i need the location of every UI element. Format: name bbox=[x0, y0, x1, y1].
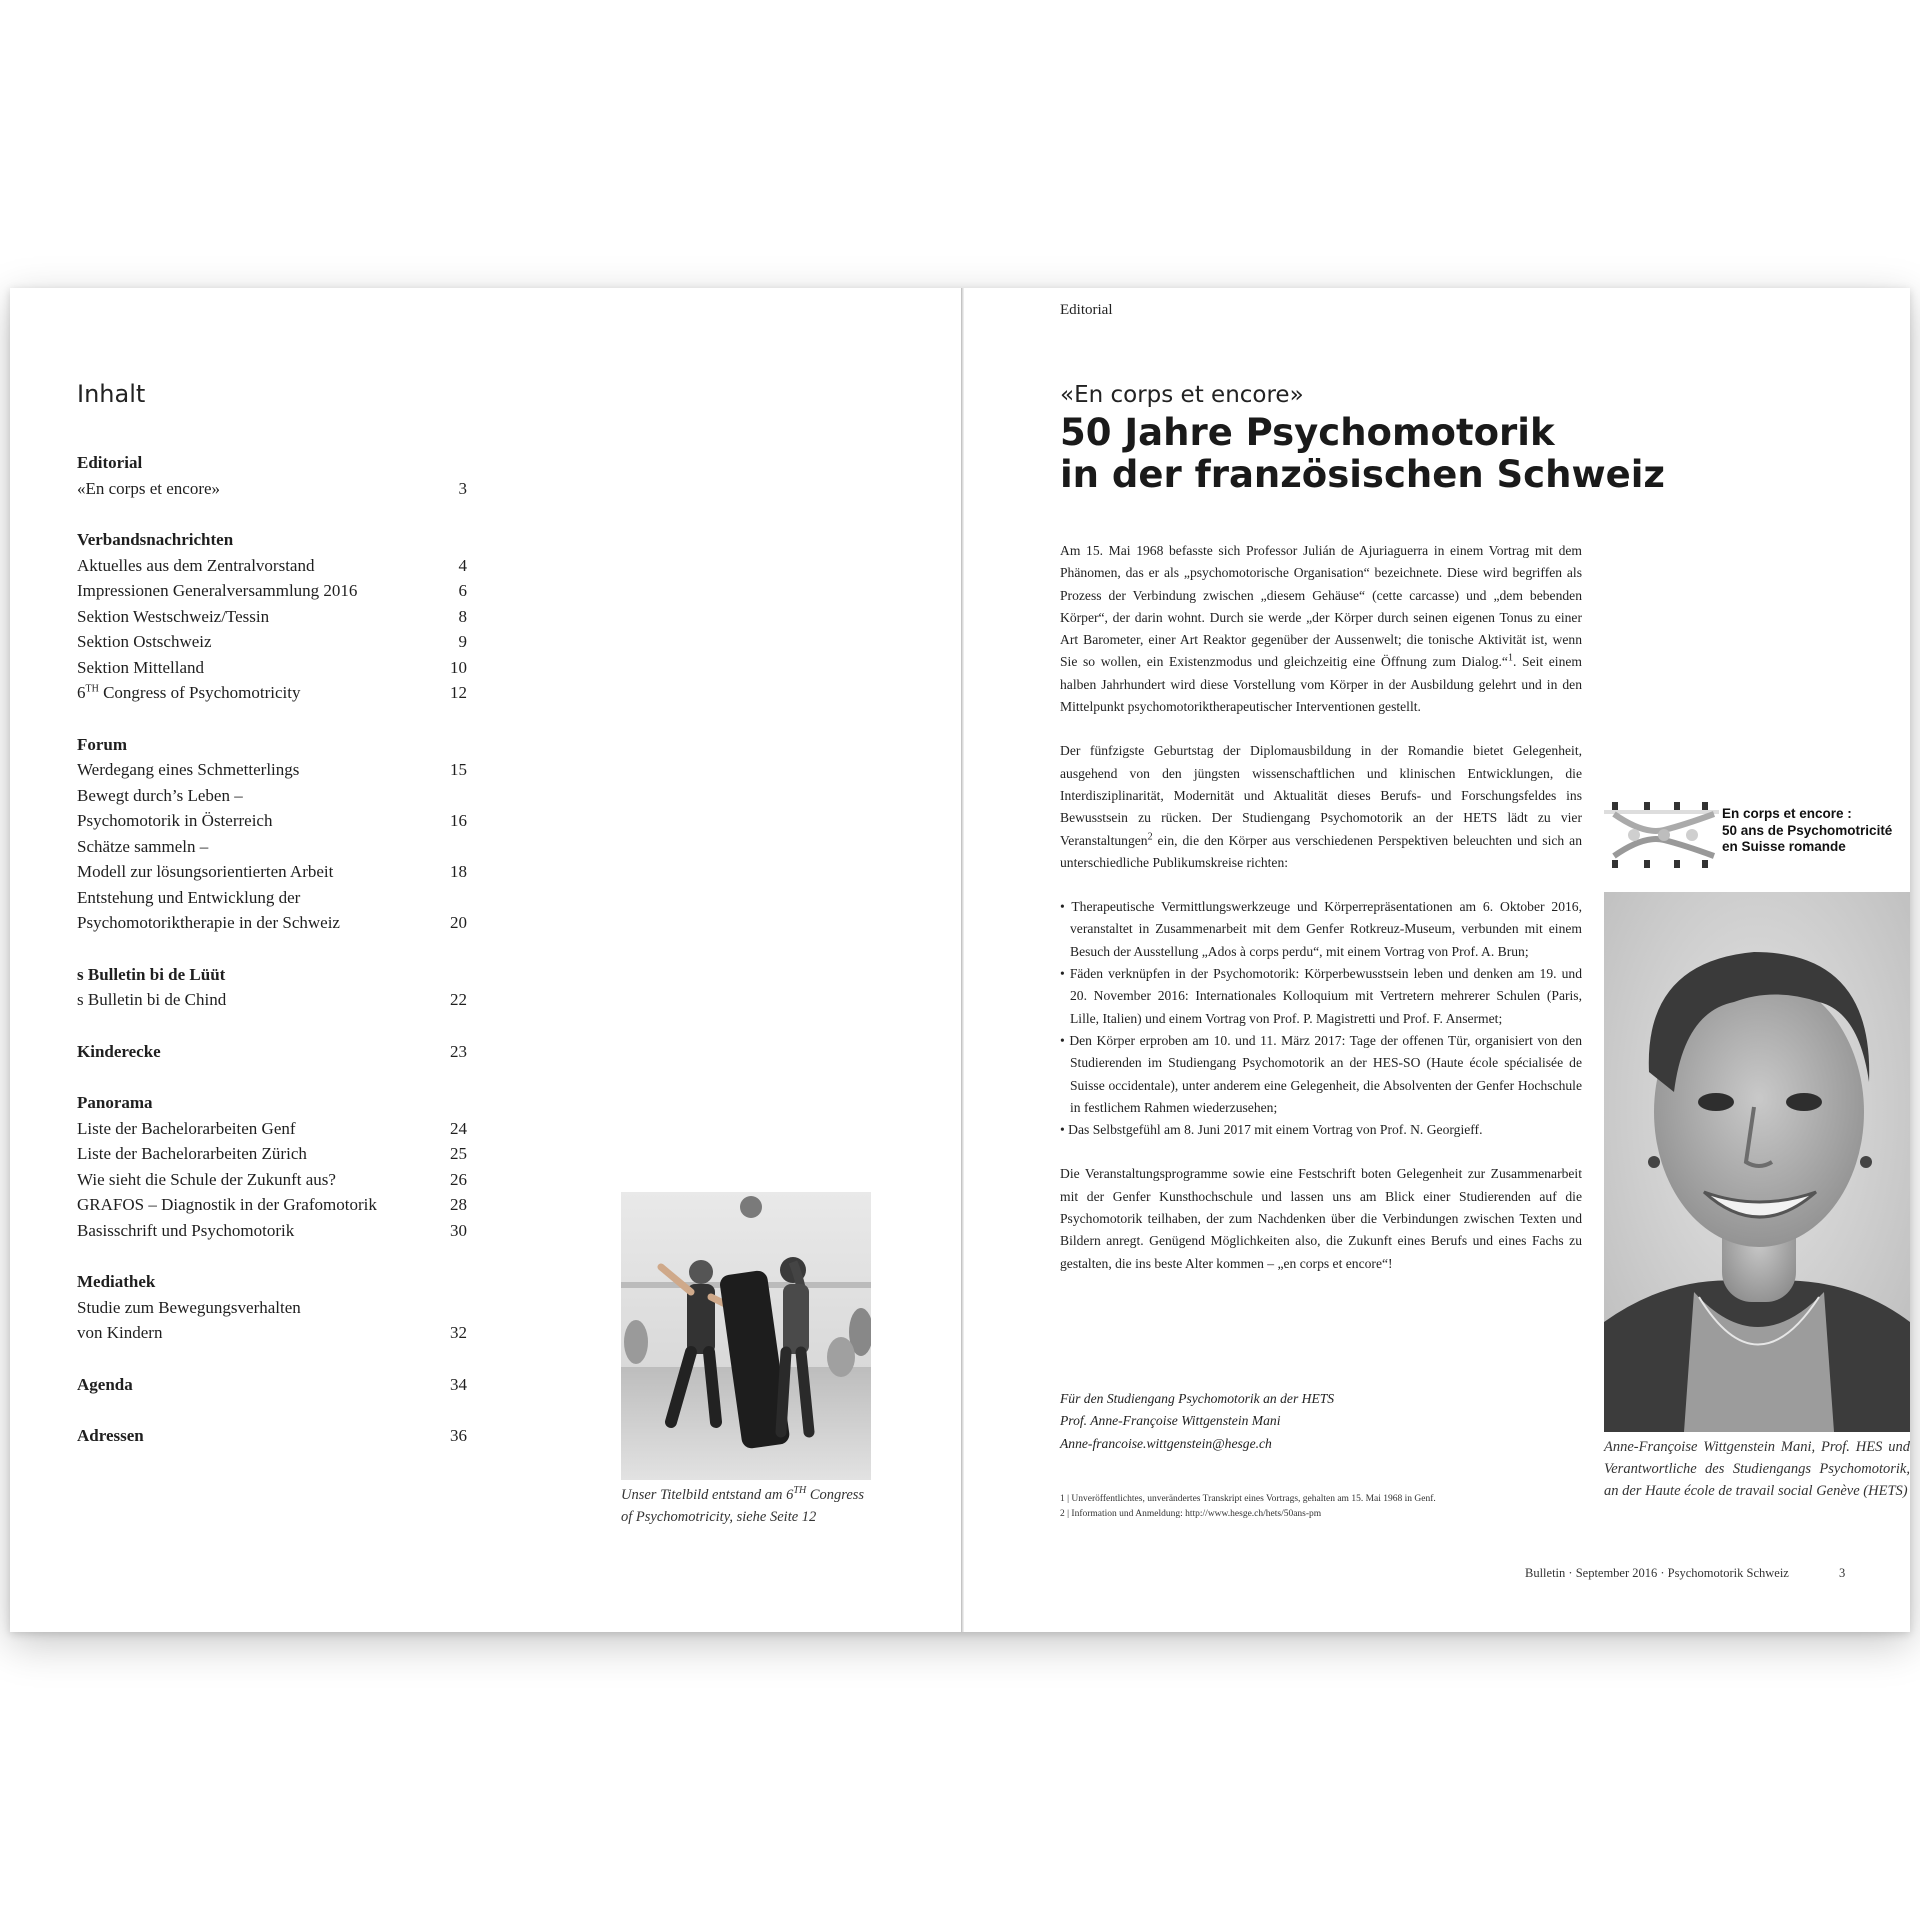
signature-email: Anne-francoise.wittgenstein@hesge.ch bbox=[1060, 1435, 1272, 1451]
event-list bbox=[1060, 896, 1582, 1141]
toc-page-number: 34 bbox=[450, 1374, 467, 1394]
toc-section-label: s Bulletin bi de Lüüt bbox=[77, 964, 226, 984]
toc-section-title[interactable] bbox=[77, 527, 467, 553]
section-label: Editorial bbox=[1060, 302, 1113, 318]
toc-entry-label: «En corps et encore» bbox=[77, 478, 221, 498]
toc-entry[interactable] bbox=[77, 1218, 467, 1244]
toc-section bbox=[77, 1372, 467, 1398]
toc-section-label: Editorial bbox=[77, 453, 143, 472]
toc-entry-label: Liste der Bachelorarbeiten Zürich bbox=[77, 1144, 307, 1163]
toc-page-number: 24 bbox=[450, 1118, 467, 1138]
toc-entry[interactable] bbox=[77, 1116, 467, 1142]
toc-page-number: 18 bbox=[450, 862, 467, 881]
toc-page-number: 9 bbox=[458, 632, 467, 651]
toc-entry[interactable] bbox=[77, 1295, 467, 1321]
portrait-illustration bbox=[1604, 892, 1910, 1432]
toc-page-number: 12 bbox=[450, 683, 467, 702]
toc-entry-label: Psychomotoriktherapie in der Schweiz bbox=[77, 913, 340, 932]
toc-section bbox=[77, 1269, 467, 1346]
toc-section bbox=[77, 962, 467, 1013]
footnote-1: 1 | Unveröffentlichtes, unverändertes Transkript eines Vortrags, gehalten am 15. Mai 1968 in Genf. bbox=[1060, 1494, 1436, 1504]
toc-page-number bbox=[437, 1295, 467, 1321]
toc-entry[interactable] bbox=[77, 1320, 467, 1346]
toc-page-number: 15 bbox=[450, 760, 467, 779]
toc-page-number: 30 bbox=[450, 1220, 467, 1240]
signature-block bbox=[1060, 1388, 1582, 1455]
footnote-2: 2 | Information und Anmeldung: http://www.hesge.ch/hets/50ans-pm bbox=[1060, 1509, 1322, 1519]
toc-entry-label: Sektion Ostschweiz bbox=[77, 632, 212, 651]
toc-section-title[interactable] bbox=[77, 1039, 467, 1065]
toc-entry[interactable] bbox=[77, 834, 467, 860]
toc-section bbox=[77, 1423, 467, 1449]
toc-entry-label: Bewegt durch’s Leben – bbox=[77, 785, 243, 805]
toc-entry-label: Basisschrift und Psychomotorik bbox=[77, 1220, 295, 1240]
promo-figures-icon bbox=[1604, 800, 1719, 870]
toc-section-title[interactable] bbox=[77, 732, 467, 758]
event-item: • Das Selbstgefühl am 8. Juni 2017 mit einem Vortrag von Prof. N. Georgieff. bbox=[1060, 1122, 1483, 1138]
paragraph-3: Die Veranstaltungsprogramme sowie eine Festschrift boten Gelegenheit zur Zusammenarbeit mit der Genfer Kunsthochschule und lassen uns am Blick einer Studierenden auf die Psychomotorik teilhaben, der zum Nachdenken über die Verbindungen zwischen Texten und Bildern anregt. Genügend Möglichkeiten also, die Zukunft eines Berufs und eines Fachs zu gestalten, die ins beste Alter kommen – „en corps et encore“! bbox=[1060, 1166, 1582, 1271]
toc-page-number: 36 bbox=[450, 1426, 467, 1445]
toc-section-label: Verbandsnachrichten bbox=[77, 530, 234, 549]
toc-entry-label: Wie sieht die Schule der Zukunft aus? bbox=[77, 1169, 336, 1189]
toc-page-number: 32 bbox=[450, 1323, 467, 1342]
page-number: 3 bbox=[1839, 1566, 1846, 1580]
toc-entry[interactable] bbox=[77, 910, 467, 936]
toc-section-title[interactable] bbox=[77, 1372, 467, 1398]
toc-entry[interactable] bbox=[77, 604, 467, 630]
page-footer: Bulletin · September 2016 · Psychomotorik Schweiz bbox=[1525, 1566, 1789, 1580]
signature-name: Prof. Anne-Françoise Wittgenstein Mani bbox=[1060, 1413, 1281, 1429]
article-kicker: «En corps et encore» bbox=[1060, 382, 1304, 408]
toc-entry-label: Werdegang eines Schmetterlings bbox=[77, 760, 300, 779]
toc-section bbox=[77, 1090, 467, 1243]
toc-entry[interactable] bbox=[77, 553, 467, 579]
cover-photo bbox=[621, 1192, 871, 1480]
toc-section bbox=[77, 1039, 467, 1065]
event-item: • Den Körper erproben am 10. und 11. März 2017: Tage der offenen Tür, organisiert von den Studierenden im Studiengang Psychomotorik an der HES-SO (Haute école spécialisée de Suisse occidentale), unter anderem eine Gelegenheit, die Absolventen der Genfer Hochschule in festlichem Rahmen wiederzusehen; bbox=[1060, 1032, 1582, 1115]
right-page bbox=[964, 288, 1910, 1632]
toc-page-number: 3 bbox=[458, 478, 467, 498]
portrait-caption: Anne-Françoise Wittgenstein Mani, Prof. HES und Verantwortliche des Studiengangs Psychomotorik, an der Haute école de travail social Genève (HETS) bbox=[1604, 1439, 1910, 1499]
toc-entry[interactable] bbox=[77, 629, 467, 655]
toc-page-number bbox=[437, 834, 467, 860]
toc-entry[interactable] bbox=[77, 783, 467, 809]
toc-entry-label: Schätze sammeln – bbox=[77, 836, 209, 856]
toc-section-label: Panorama bbox=[77, 1093, 153, 1112]
toc-entry[interactable] bbox=[77, 808, 467, 834]
toc-entry-label: Aktuelles aus dem Zentralvorstand bbox=[77, 555, 315, 575]
toc-section-label: Agenda bbox=[77, 1374, 133, 1394]
toc-entry-label: Entstehung und Entwicklung der bbox=[77, 887, 301, 907]
toc-section-title[interactable] bbox=[77, 962, 467, 988]
article-headline bbox=[1060, 412, 1680, 496]
toc-entry[interactable] bbox=[77, 1167, 467, 1193]
toc-entry-label: GRAFOS – Diagnostik in der Grafomotorik bbox=[77, 1195, 377, 1214]
toc-section bbox=[77, 527, 467, 706]
paragraph-1: Am 15. Mai 1968 befasste sich Professor Julián de Ajuriaguerra in einem Vortrag mit dem Phänomen, das er als „psychomotorische Organisation“ bezeichnete. Diese wird begriffen als Prozess der Verbindung zwischen „diesem Gehäuse“ (cette carcasse) und „dem bebenden Körper“, der darin wohnt. Durch sie werde „der Körper durch seinen eigenen Tonus zu einer Art Barometer, einer Art Reaktor gegenüber der Aussenwelt; die tonische Aktivität ist, wenn Sie so wollen, ein Existenzmodus und gleichzeitig eine Öffnung zum Dialog.“$^1$. Seit einem halben Jahrhundert wird diese Vorstellung vom Körper in der Ausbildung gelehrt und in den Mittelpunkt psychomotoriktherapeutischer Interventionen gestellt. bbox=[1060, 543, 1582, 715]
left-page bbox=[10, 288, 962, 1632]
toc-entry[interactable] bbox=[77, 1192, 467, 1218]
toc-entry-label: Studie zum Bewegungsverhalten bbox=[77, 1297, 301, 1317]
article-body bbox=[1060, 540, 1582, 1297]
toc-heading: Inhalt bbox=[77, 380, 146, 408]
toc-page-number: 23 bbox=[450, 1041, 467, 1061]
paragraph-2: Der fünfzigste Geburtstag der Diplomausbildung in der Romandie bietet Gelegenheit, ausgehend von den jüngsten wissenschaftlichen und klinischen Entwicklungen, die Interdisziplinarität, Modernität und Aktualität dieses Berufs- und Forschungsfeldes ins Bewusstsein zu rücken. Der Studiengang Psychomotorik an der HETS lädt zu vier Veranstaltungen$^2$ ein, die den Körper aus verschiedenen Perspektiven beleuchten und sich an unterschiedliche Publikumskreise richten: bbox=[1060, 743, 1582, 870]
promo-caption bbox=[1722, 806, 1907, 856]
table-of-contents bbox=[77, 450, 467, 1475]
toc-page-number: 28 bbox=[450, 1195, 467, 1214]
toc-section-title[interactable] bbox=[77, 1090, 467, 1116]
toc-entry[interactable] bbox=[77, 578, 467, 604]
toc-page-number: 6 bbox=[458, 581, 467, 600]
toc-page-number: 26 bbox=[450, 1169, 467, 1189]
toc-entry[interactable] bbox=[77, 859, 467, 885]
toc-page-number: 22 bbox=[450, 990, 467, 1009]
toc-entry[interactable] bbox=[77, 680, 467, 706]
toc-page-number: 10 bbox=[450, 657, 467, 677]
cover-photo-illustration bbox=[621, 1192, 871, 1480]
toc-page-number: 16 bbox=[450, 811, 467, 830]
toc-entry[interactable] bbox=[77, 655, 467, 681]
toc-page-number bbox=[437, 783, 467, 809]
promo-line: En corps et encore : bbox=[1722, 806, 1852, 821]
toc-entry-label: von Kindern bbox=[77, 1323, 163, 1342]
toc-entry[interactable] bbox=[77, 476, 467, 502]
toc-section-label: Adressen bbox=[77, 1426, 144, 1445]
promo-line: 50 ans de Psychomotricité bbox=[1722, 822, 1893, 838]
toc-section-label: Forum bbox=[77, 734, 128, 754]
toc-entry-label: Sektion Westschweiz/Tessin bbox=[77, 606, 270, 626]
toc-entry-label: Psychomotorik in Österreich bbox=[77, 811, 273, 830]
promo-line: en Suisse romande bbox=[1722, 839, 1846, 854]
toc-section-label: Mediathek bbox=[77, 1272, 156, 1291]
author-portrait bbox=[1604, 892, 1910, 1432]
toc-entry-label: Liste der Bachelorarbeiten Genf bbox=[77, 1118, 296, 1138]
event-item: • Therapeutische Vermittlungswerkzeuge und Körperrepräsentationen am 6. Oktober 2016, veranstaltet in Zusammenarbeit mit dem Genfer Rotkreuz-Museum, verbunden mit einem Besuch der Ausstellung „Ados à corps perdu“, mit einem Vortrag von Prof. A. Brun; bbox=[1060, 899, 1582, 959]
toc-section-title[interactable] bbox=[77, 1269, 467, 1295]
toc-entry-label: s Bulletin bi de Chind bbox=[77, 990, 227, 1009]
toc-page-number: 4 bbox=[458, 555, 467, 575]
toc-entry[interactable] bbox=[77, 987, 467, 1013]
toc-entry[interactable] bbox=[77, 757, 467, 783]
toc-entry-label: Sektion Mittelland bbox=[77, 657, 205, 677]
toc-section bbox=[77, 450, 467, 501]
toc-section bbox=[77, 732, 467, 936]
toc-page-number: 20 bbox=[450, 913, 467, 932]
signature-line: Für den Studiengang Psychomotorik an der HETS bbox=[1060, 1391, 1335, 1406]
magazine-spread bbox=[10, 288, 1910, 1632]
toc-page-number: 8 bbox=[458, 606, 467, 626]
headline-line-2: in der französischen Schweiz bbox=[1060, 453, 1665, 496]
headline-line-1: 50 Jahre Psychomotorik bbox=[1060, 411, 1555, 454]
toc-page-number: 25 bbox=[450, 1144, 467, 1163]
toc-page-number bbox=[437, 885, 467, 911]
toc-entry[interactable] bbox=[77, 1141, 467, 1167]
event-item: • Fäden verknüpfen in der Psychomotorik: Körperbewusstsein leben und denken am 19. und 20. November 2016: Internationales Kolloquium mit Vertretern mehrerer Schulen (Paris, Lille, Italien) und einem Vortrag von Prof. P. Magistretti und Prof. F. Ansermet; bbox=[1060, 966, 1582, 1026]
toc-section-title[interactable] bbox=[77, 450, 467, 476]
cover-photo-caption: Unser Titelbild entstand am 6TH Congress of Psychomotricity, siehe Seite 12 bbox=[621, 1485, 865, 1525]
promo-illustration bbox=[1604, 800, 1719, 870]
toc-section-title[interactable] bbox=[77, 1423, 467, 1449]
toc-entry[interactable] bbox=[77, 885, 467, 911]
toc-entry-label: Impressionen Generalversammlung 2016 bbox=[77, 581, 358, 600]
toc-entry-label: 6TH Congress of Psychomotricity bbox=[77, 683, 301, 702]
footnotes bbox=[1060, 1492, 1620, 1522]
toc-section-label: Kinderecke bbox=[77, 1041, 161, 1061]
toc-entry-label: Modell zur lösungsorientierten Arbeit bbox=[77, 862, 334, 881]
